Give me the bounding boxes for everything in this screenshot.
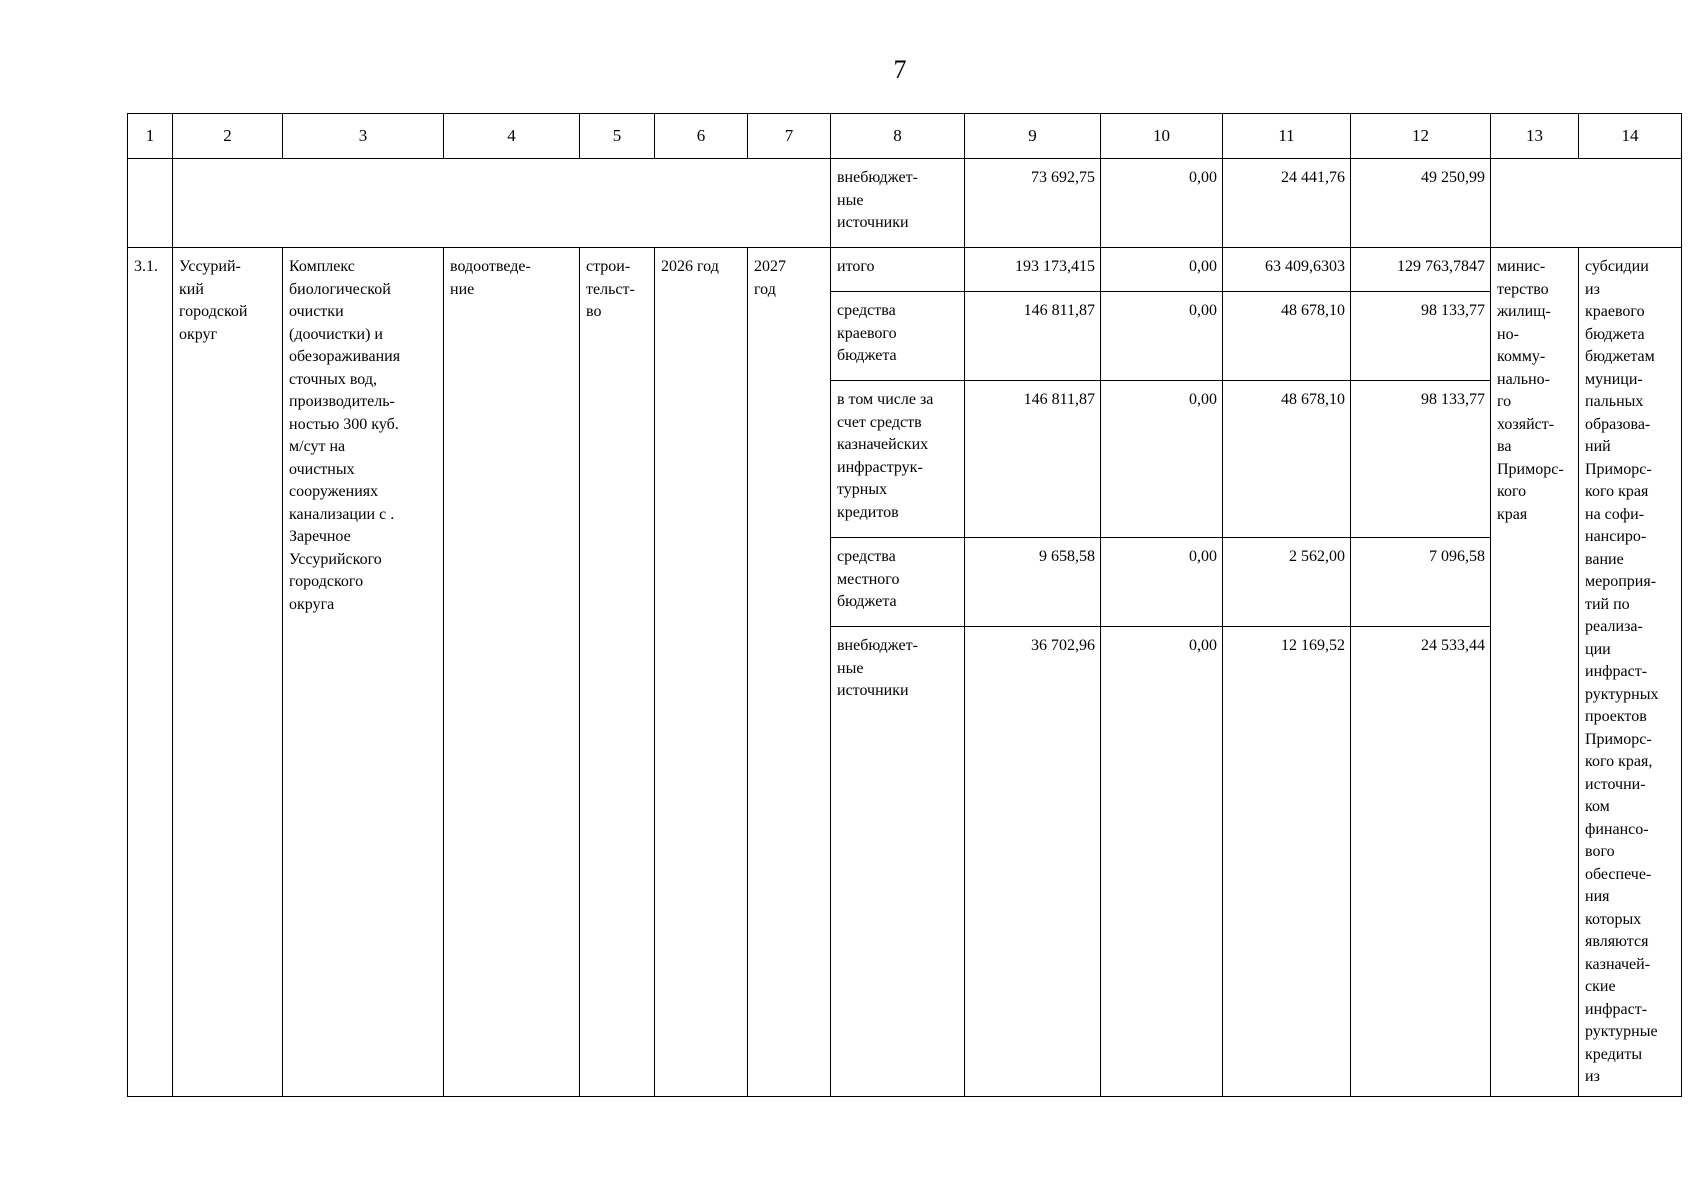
empty-merged-cell — [1491, 159, 1682, 248]
col-header: 7 — [748, 114, 831, 159]
column-number-row — [128, 114, 1682, 159]
amount-col11: 2 562,00 — [1223, 538, 1351, 627]
col-header: 6 — [655, 114, 748, 159]
carry-over-row — [128, 159, 1682, 248]
investment-table — [127, 113, 1682, 1097]
empty-cell — [128, 159, 173, 248]
amount-col12: 49 250,99 — [1351, 159, 1491, 248]
amount-col10: 0,00 — [1101, 292, 1223, 381]
amount-col12: 7 096,58 — [1351, 538, 1491, 627]
funding-source: средства местного бюджета — [831, 538, 965, 627]
note: субсидии из краевого бюджета бюджетам муници- пальных образова- ний Приморс- кого края на софи- нансиро- вание мероприя- тий по реализа- ции инфраст- руктурных проектов Приморс- кого края, источни- ком финансо- вого обеспече- ния которых являются казначей- ские инфраст- руктурные кредиты из — [1579, 248, 1682, 1097]
col-header: 13 — [1491, 114, 1579, 159]
funding-source: средства краевого бюджета — [831, 292, 965, 381]
amount-total: 146 811,87 — [965, 292, 1101, 381]
work-type: строи- тельст- во — [580, 248, 655, 1097]
end-year: 2027 год — [748, 248, 831, 1097]
col-header: 9 — [965, 114, 1101, 159]
col-header: 12 — [1351, 114, 1491, 159]
responsible-body: минис- терство жилищ- но- комму- нально- го хозяйст- ва Приморс- кого края — [1491, 248, 1579, 1097]
amount-col10: 0,00 — [1101, 248, 1223, 292]
amount-col10: 0,00 — [1101, 627, 1223, 1097]
page-number: 7 — [893, 55, 907, 84]
col-header: 11 — [1223, 114, 1351, 159]
purpose: водоотведе- ние — [444, 248, 580, 1097]
amount-total: 193 173,415 — [965, 248, 1101, 292]
amount-col11: 48 678,10 — [1223, 381, 1351, 538]
col-header: 10 — [1101, 114, 1223, 159]
start-year: 2026 год — [655, 248, 748, 1097]
item-number: 3.1. — [128, 248, 173, 1097]
col-header: 14 — [1579, 114, 1682, 159]
amount-col12: 98 133,77 — [1351, 381, 1491, 538]
amount-col11: 63 409,6303 — [1223, 248, 1351, 292]
amount-col12: 98 133,77 — [1351, 292, 1491, 381]
amount-total: 36 702,96 — [965, 627, 1101, 1097]
amount-col11: 24 441,76 — [1223, 159, 1351, 248]
col-header: 1 — [128, 114, 173, 159]
col-header: 3 — [283, 114, 444, 159]
col-header: 2 — [173, 114, 283, 159]
amount-col11: 12 169,52 — [1223, 627, 1351, 1097]
amount-col10: 0,00 — [1101, 159, 1223, 248]
funding-source: внебюджет- ные источники — [831, 627, 965, 1097]
amount-total: 146 811,87 — [965, 381, 1101, 538]
object-name: Комплекс биологической очистки (доочистки) и обезораживания сточных вод, производитель- ностью 300 куб. м/сут на очистных сооружениях канализации с . Заречное Уссурийского городского округа — [283, 248, 444, 1097]
funding-source: внебюджет- ные источники — [831, 159, 965, 248]
municipality: Уссурий- кий городской округ — [173, 248, 283, 1097]
amount-col12: 24 533,44 — [1351, 627, 1491, 1097]
col-header: 8 — [831, 114, 965, 159]
item-row-total — [128, 248, 1682, 292]
col-header: 5 — [580, 114, 655, 159]
amount-col10: 0,00 — [1101, 538, 1223, 627]
amount-col11: 48 678,10 — [1223, 292, 1351, 381]
amount-col12: 129 763,7847 — [1351, 248, 1491, 292]
amount-total: 73 692,75 — [965, 159, 1101, 248]
empty-merged-cell — [173, 159, 831, 248]
amount-col10: 0,00 — [1101, 381, 1223, 538]
col-header: 4 — [444, 114, 580, 159]
funding-source: итого — [831, 248, 965, 292]
amount-total: 9 658,58 — [965, 538, 1101, 627]
funding-source: в том числе за счет средств казначейских инфраструк- турных кредитов — [831, 381, 965, 538]
